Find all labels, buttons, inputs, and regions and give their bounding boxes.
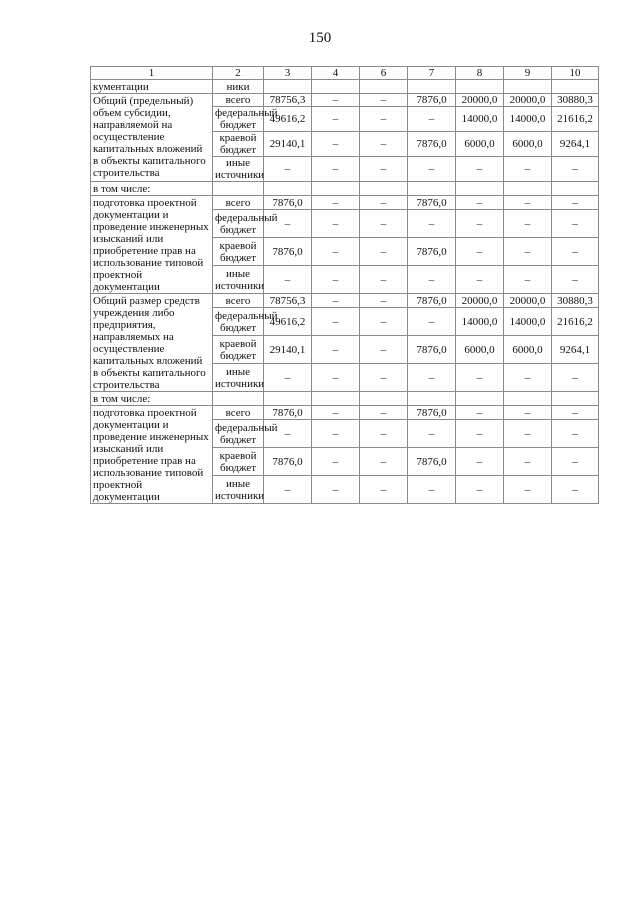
value-cell: – xyxy=(456,238,504,266)
value-cell: – xyxy=(360,308,408,336)
value-cell xyxy=(408,80,456,94)
value-cell: 30880,3 xyxy=(552,294,599,308)
value-cell: – xyxy=(360,294,408,308)
funding-source: федеральный бюджет xyxy=(213,420,264,448)
value-cell: 6000,0 xyxy=(456,336,504,364)
value-cell: – xyxy=(456,196,504,210)
funding-source: краевой бюджет xyxy=(213,336,264,364)
funding-source: федеральный бюджет xyxy=(213,308,264,336)
value-cell xyxy=(504,392,552,406)
value-cell xyxy=(360,80,408,94)
value-cell: 7876,0 xyxy=(264,196,312,210)
value-cell: – xyxy=(360,196,408,210)
value-cell: 49616,2 xyxy=(264,107,312,132)
value-cell: – xyxy=(360,107,408,132)
value-cell: – xyxy=(312,157,360,182)
value-cell: – xyxy=(264,476,312,504)
value-cell: – xyxy=(456,157,504,182)
column-header: 3 xyxy=(264,67,312,80)
value-cell xyxy=(456,80,504,94)
funding-source xyxy=(213,392,264,406)
value-cell: 7876,0 xyxy=(408,336,456,364)
value-cell: – xyxy=(312,420,360,448)
value-cell: 14000,0 xyxy=(504,308,552,336)
value-cell: – xyxy=(312,94,360,107)
value-cell: – xyxy=(408,308,456,336)
column-header: 4 xyxy=(312,67,360,80)
subheading-row xyxy=(91,392,599,406)
value-cell: – xyxy=(360,420,408,448)
value-cell: – xyxy=(456,476,504,504)
value-cell: – xyxy=(312,364,360,392)
value-cell: 20000,0 xyxy=(504,294,552,308)
value-cell xyxy=(264,182,312,196)
value-cell: – xyxy=(312,107,360,132)
value-cell: 29140,1 xyxy=(264,132,312,157)
value-cell: – xyxy=(360,94,408,107)
value-cell: – xyxy=(312,406,360,420)
value-cell: – xyxy=(408,107,456,132)
value-cell xyxy=(264,392,312,406)
value-cell xyxy=(360,182,408,196)
value-cell: 7876,0 xyxy=(408,196,456,210)
column-header: 9 xyxy=(504,67,552,80)
value-cell: – xyxy=(312,476,360,504)
funding-source: иные источники xyxy=(213,157,264,182)
value-cell: – xyxy=(552,196,599,210)
value-cell: – xyxy=(360,448,408,476)
funding-source: ники xyxy=(213,80,264,94)
value-cell xyxy=(456,392,504,406)
value-cell xyxy=(312,182,360,196)
funding-source: краевой бюджет xyxy=(213,238,264,266)
value-cell: – xyxy=(552,420,599,448)
funding-source: всего xyxy=(213,94,264,107)
value-cell: 78756,3 xyxy=(264,94,312,107)
value-cell xyxy=(504,182,552,196)
value-cell: – xyxy=(456,210,504,238)
value-cell: – xyxy=(504,238,552,266)
value-cell: – xyxy=(456,448,504,476)
funding-source: иные источники xyxy=(213,266,264,294)
value-cell: 14000,0 xyxy=(456,308,504,336)
value-cell xyxy=(552,392,599,406)
value-cell: – xyxy=(360,364,408,392)
value-cell: 7876,0 xyxy=(264,448,312,476)
value-cell: – xyxy=(408,157,456,182)
column-header: 10 xyxy=(552,67,599,80)
value-cell: – xyxy=(264,420,312,448)
value-cell: – xyxy=(504,210,552,238)
value-cell: 7876,0 xyxy=(408,406,456,420)
value-cell: – xyxy=(552,448,599,476)
value-cell: – xyxy=(408,364,456,392)
subheading: в том числе: xyxy=(91,182,213,196)
value-cell xyxy=(408,392,456,406)
value-cell: – xyxy=(504,157,552,182)
value-cell: – xyxy=(312,294,360,308)
value-cell: – xyxy=(408,266,456,294)
value-cell: – xyxy=(264,157,312,182)
value-cell: 20000,0 xyxy=(456,94,504,107)
value-cell: 7876,0 xyxy=(408,448,456,476)
value-cell: 20000,0 xyxy=(504,94,552,107)
value-cell: – xyxy=(312,448,360,476)
value-cell: 78756,3 xyxy=(264,294,312,308)
value-cell: – xyxy=(456,420,504,448)
funding-source: федеральный бюджет xyxy=(213,107,264,132)
funding-source: краевой бюджет xyxy=(213,448,264,476)
value-cell: – xyxy=(264,364,312,392)
column-header: 8 xyxy=(456,67,504,80)
value-cell: – xyxy=(360,238,408,266)
value-cell: – xyxy=(264,210,312,238)
value-cell: – xyxy=(552,266,599,294)
value-cell: – xyxy=(504,196,552,210)
value-cell: 7876,0 xyxy=(264,406,312,420)
value-cell: – xyxy=(504,476,552,504)
value-cell: – xyxy=(360,476,408,504)
value-cell: 21616,2 xyxy=(552,107,599,132)
value-cell: 7876,0 xyxy=(264,238,312,266)
value-cell: – xyxy=(552,476,599,504)
page-number: 150 xyxy=(308,30,332,46)
value-cell: – xyxy=(408,210,456,238)
value-cell: – xyxy=(552,406,599,420)
value-cell xyxy=(504,80,552,94)
budget-table xyxy=(90,66,599,504)
value-cell: – xyxy=(504,266,552,294)
table-row xyxy=(91,196,599,210)
value-cell: – xyxy=(552,364,599,392)
table-row xyxy=(91,406,599,420)
value-cell: – xyxy=(360,132,408,157)
column-header: 6 xyxy=(360,67,408,80)
value-cell: – xyxy=(312,308,360,336)
value-cell: – xyxy=(312,210,360,238)
value-cell: 6000,0 xyxy=(504,132,552,157)
value-cell: – xyxy=(360,157,408,182)
row-description: подготовка проектной документации и проведение инженерных изысканий или приобретение прав на использование типовой проектной документации xyxy=(91,406,213,504)
value-cell: 21616,2 xyxy=(552,308,599,336)
funding-source: всего xyxy=(213,406,264,420)
value-cell: – xyxy=(456,406,504,420)
value-cell: 7876,0 xyxy=(408,238,456,266)
value-cell: – xyxy=(552,210,599,238)
table-row xyxy=(91,94,599,107)
value-cell: 7876,0 xyxy=(408,94,456,107)
value-cell: – xyxy=(504,364,552,392)
value-cell: – xyxy=(360,336,408,364)
value-cell: – xyxy=(312,132,360,157)
value-cell: – xyxy=(360,210,408,238)
funding-source: федеральный бюджет xyxy=(213,210,264,238)
value-cell: 6000,0 xyxy=(504,336,552,364)
value-cell: – xyxy=(504,406,552,420)
value-cell: – xyxy=(360,406,408,420)
value-cell xyxy=(552,80,599,94)
value-cell: 7876,0 xyxy=(408,132,456,157)
value-cell: – xyxy=(312,336,360,364)
row-description: Общий размер средств учреждения либо предприятия, направляемых на осуществление капитальных вложений в объекты капитального строительства xyxy=(91,294,213,392)
funding-source: всего xyxy=(213,196,264,210)
value-cell: 6000,0 xyxy=(456,132,504,157)
subheading: в том числе: xyxy=(91,392,213,406)
value-cell xyxy=(312,80,360,94)
value-cell: 29140,1 xyxy=(264,336,312,364)
value-cell: – xyxy=(552,238,599,266)
value-cell: 14000,0 xyxy=(504,107,552,132)
row-description: Общий (предельный) объем субсидии, направляемой на осуществление капитальных вложений в объекты капитального строительства xyxy=(91,94,213,182)
value-cell: – xyxy=(504,420,552,448)
column-header: 2 xyxy=(213,67,264,80)
value-cell: – xyxy=(456,266,504,294)
funding-source xyxy=(213,182,264,196)
funding-source: иные источники xyxy=(213,364,264,392)
value-cell: – xyxy=(312,196,360,210)
value-cell: – xyxy=(264,266,312,294)
value-cell: 7876,0 xyxy=(408,294,456,308)
value-cell: – xyxy=(312,266,360,294)
value-cell xyxy=(408,182,456,196)
table-header-row xyxy=(91,67,599,80)
value-cell xyxy=(312,392,360,406)
value-cell: – xyxy=(360,266,408,294)
value-cell: – xyxy=(408,420,456,448)
value-cell: 20000,0 xyxy=(456,294,504,308)
value-cell xyxy=(456,182,504,196)
row-description: кументации xyxy=(91,80,213,94)
value-cell: 9264,1 xyxy=(552,336,599,364)
funding-source: краевой бюджет xyxy=(213,132,264,157)
subheading-row xyxy=(91,182,599,196)
value-cell xyxy=(552,182,599,196)
funding-source: иные источники xyxy=(213,476,264,504)
funding-source: всего xyxy=(213,294,264,308)
column-header: 1 xyxy=(91,67,213,80)
column-header: 7 xyxy=(408,67,456,80)
value-cell: 49616,2 xyxy=(264,308,312,336)
value-cell: – xyxy=(552,157,599,182)
table-row xyxy=(91,80,599,94)
value-cell xyxy=(264,80,312,94)
row-description: подготовка проектной документации и проведение инженерных изысканий или приобретение прав на использование типовой проектной документации xyxy=(91,196,213,294)
value-cell: 14000,0 xyxy=(456,107,504,132)
value-cell xyxy=(360,392,408,406)
value-cell: – xyxy=(312,238,360,266)
value-cell: 9264,1 xyxy=(552,132,599,157)
table-row xyxy=(91,294,599,308)
value-cell: – xyxy=(504,448,552,476)
value-cell: – xyxy=(408,476,456,504)
value-cell: 30880,3 xyxy=(552,94,599,107)
value-cell: – xyxy=(456,364,504,392)
